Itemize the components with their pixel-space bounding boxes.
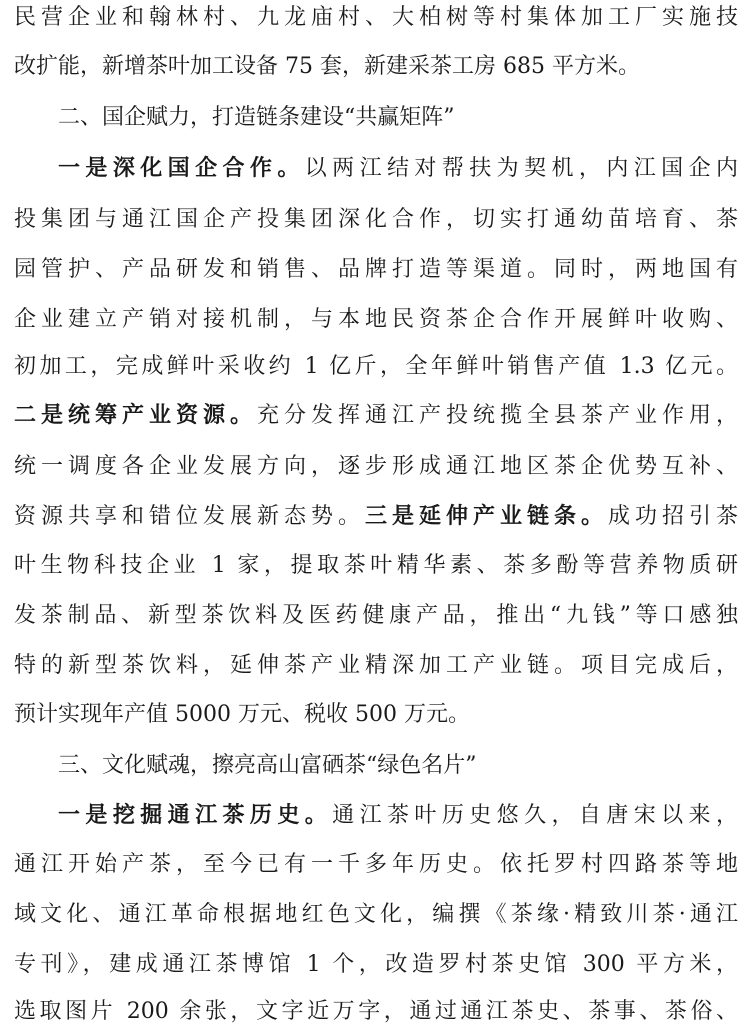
text-line bbox=[14, 49, 738, 85]
text-line bbox=[14, 0, 738, 36]
text-segment: 改扩能，新增茶叶加工设备 75 套，新建采茶工房 685 平方米。 bbox=[14, 54, 640, 79]
text-segment: 叶生物科技企业 1 家，提取茶叶精华素、茶多酚等营养物质研 bbox=[14, 553, 738, 578]
text-segment: 专刊》，建成通江茶博馆 1 个，改造罗村茶史馆 300 平方米， bbox=[14, 952, 738, 977]
text-segment: 预计实现年产值 5000 万元、税收 500 万元。 bbox=[14, 702, 470, 727]
section-heading bbox=[14, 100, 738, 136]
text-line bbox=[14, 947, 738, 983]
text-line bbox=[14, 648, 738, 684]
text-segment: 发茶制品、新型茶饮料及医药健康产品，推出“九钱”等口感独 bbox=[14, 603, 738, 628]
text-segment: 投集团与通江国企产投集团深化合作，切实打通幼苗培育、茶 bbox=[14, 207, 738, 232]
text-segment: 二、国企赋力，打造链条建设“共赢矩阵” bbox=[58, 105, 455, 130]
text-segment: 资源共享和错位发展新态势。 bbox=[14, 504, 365, 529]
bold-lead-phrase: 二是统筹产业资源。 bbox=[14, 403, 257, 428]
text-line bbox=[14, 302, 738, 338]
bold-lead-phrase: 一是深化国企合作。 bbox=[58, 156, 305, 181]
text-segment: 域文化、通江革命根据地红色文化，编撰《茶缘·精致川茶·通江 bbox=[14, 902, 738, 927]
text-line bbox=[14, 252, 738, 288]
text-line bbox=[14, 202, 738, 238]
text-segment: 民营企业和翰林村、九龙庙村、大柏树等村集体加工厂实施技 bbox=[14, 5, 738, 30]
text-line bbox=[14, 398, 738, 434]
text-segment: 三、文化赋魂，擦亮高山富硒茶“绿色名片” bbox=[58, 753, 477, 778]
text-line bbox=[14, 697, 738, 733]
text-segment: 通江开始产茶，至今已有一千多年历史。依托罗村四路茶等地 bbox=[14, 852, 738, 877]
text-line bbox=[14, 449, 738, 485]
text-segment: 初加工，完成鲜叶采收约 1 亿斤，全年鲜叶销售产值 1.3 亿元。 bbox=[14, 354, 738, 379]
text-segment: 特的新型茶饮料，延伸茶产业精深加工产业链。项目完成后， bbox=[14, 653, 738, 678]
text-segment: 园管护、产品研发和销售、品牌打造等渠道。同时，两地国有 bbox=[14, 257, 738, 282]
text-segment: 选取图片 200 余张，文字近万字，通过通江茶史、茶事、茶俗、 bbox=[14, 999, 738, 1024]
text-line bbox=[14, 897, 738, 933]
bold-lead-phrase: 三是延伸产业链条。 bbox=[364, 504, 608, 529]
text-line bbox=[14, 499, 738, 535]
text-segment: 以两江结对帮扶为契机，内江国企内 bbox=[304, 156, 738, 181]
text-line bbox=[14, 548, 738, 584]
text-line bbox=[14, 847, 738, 883]
text-segment: 充分发挥通江产投统揽全县茶产业作用， bbox=[257, 403, 738, 428]
text-line bbox=[14, 151, 738, 187]
bold-lead-phrase: 一是挖掘通江茶历史。 bbox=[58, 803, 333, 828]
text-line bbox=[14, 798, 738, 834]
text-segment: 成功招引茶 bbox=[607, 504, 738, 529]
text-segment: 企业建立产销对接机制，与本地民资茶企合作开展鲜叶收购、 bbox=[14, 307, 738, 332]
section-heading bbox=[14, 748, 738, 784]
text-segment: 统一调度各企业发展方向，逐步形成通江地区茶企优势互补、 bbox=[14, 454, 738, 479]
text-segment: 通江茶叶历史悠久，自唐宋以来， bbox=[332, 803, 738, 828]
text-line bbox=[14, 349, 738, 385]
text-line bbox=[14, 598, 738, 634]
text-line bbox=[14, 994, 738, 1030]
